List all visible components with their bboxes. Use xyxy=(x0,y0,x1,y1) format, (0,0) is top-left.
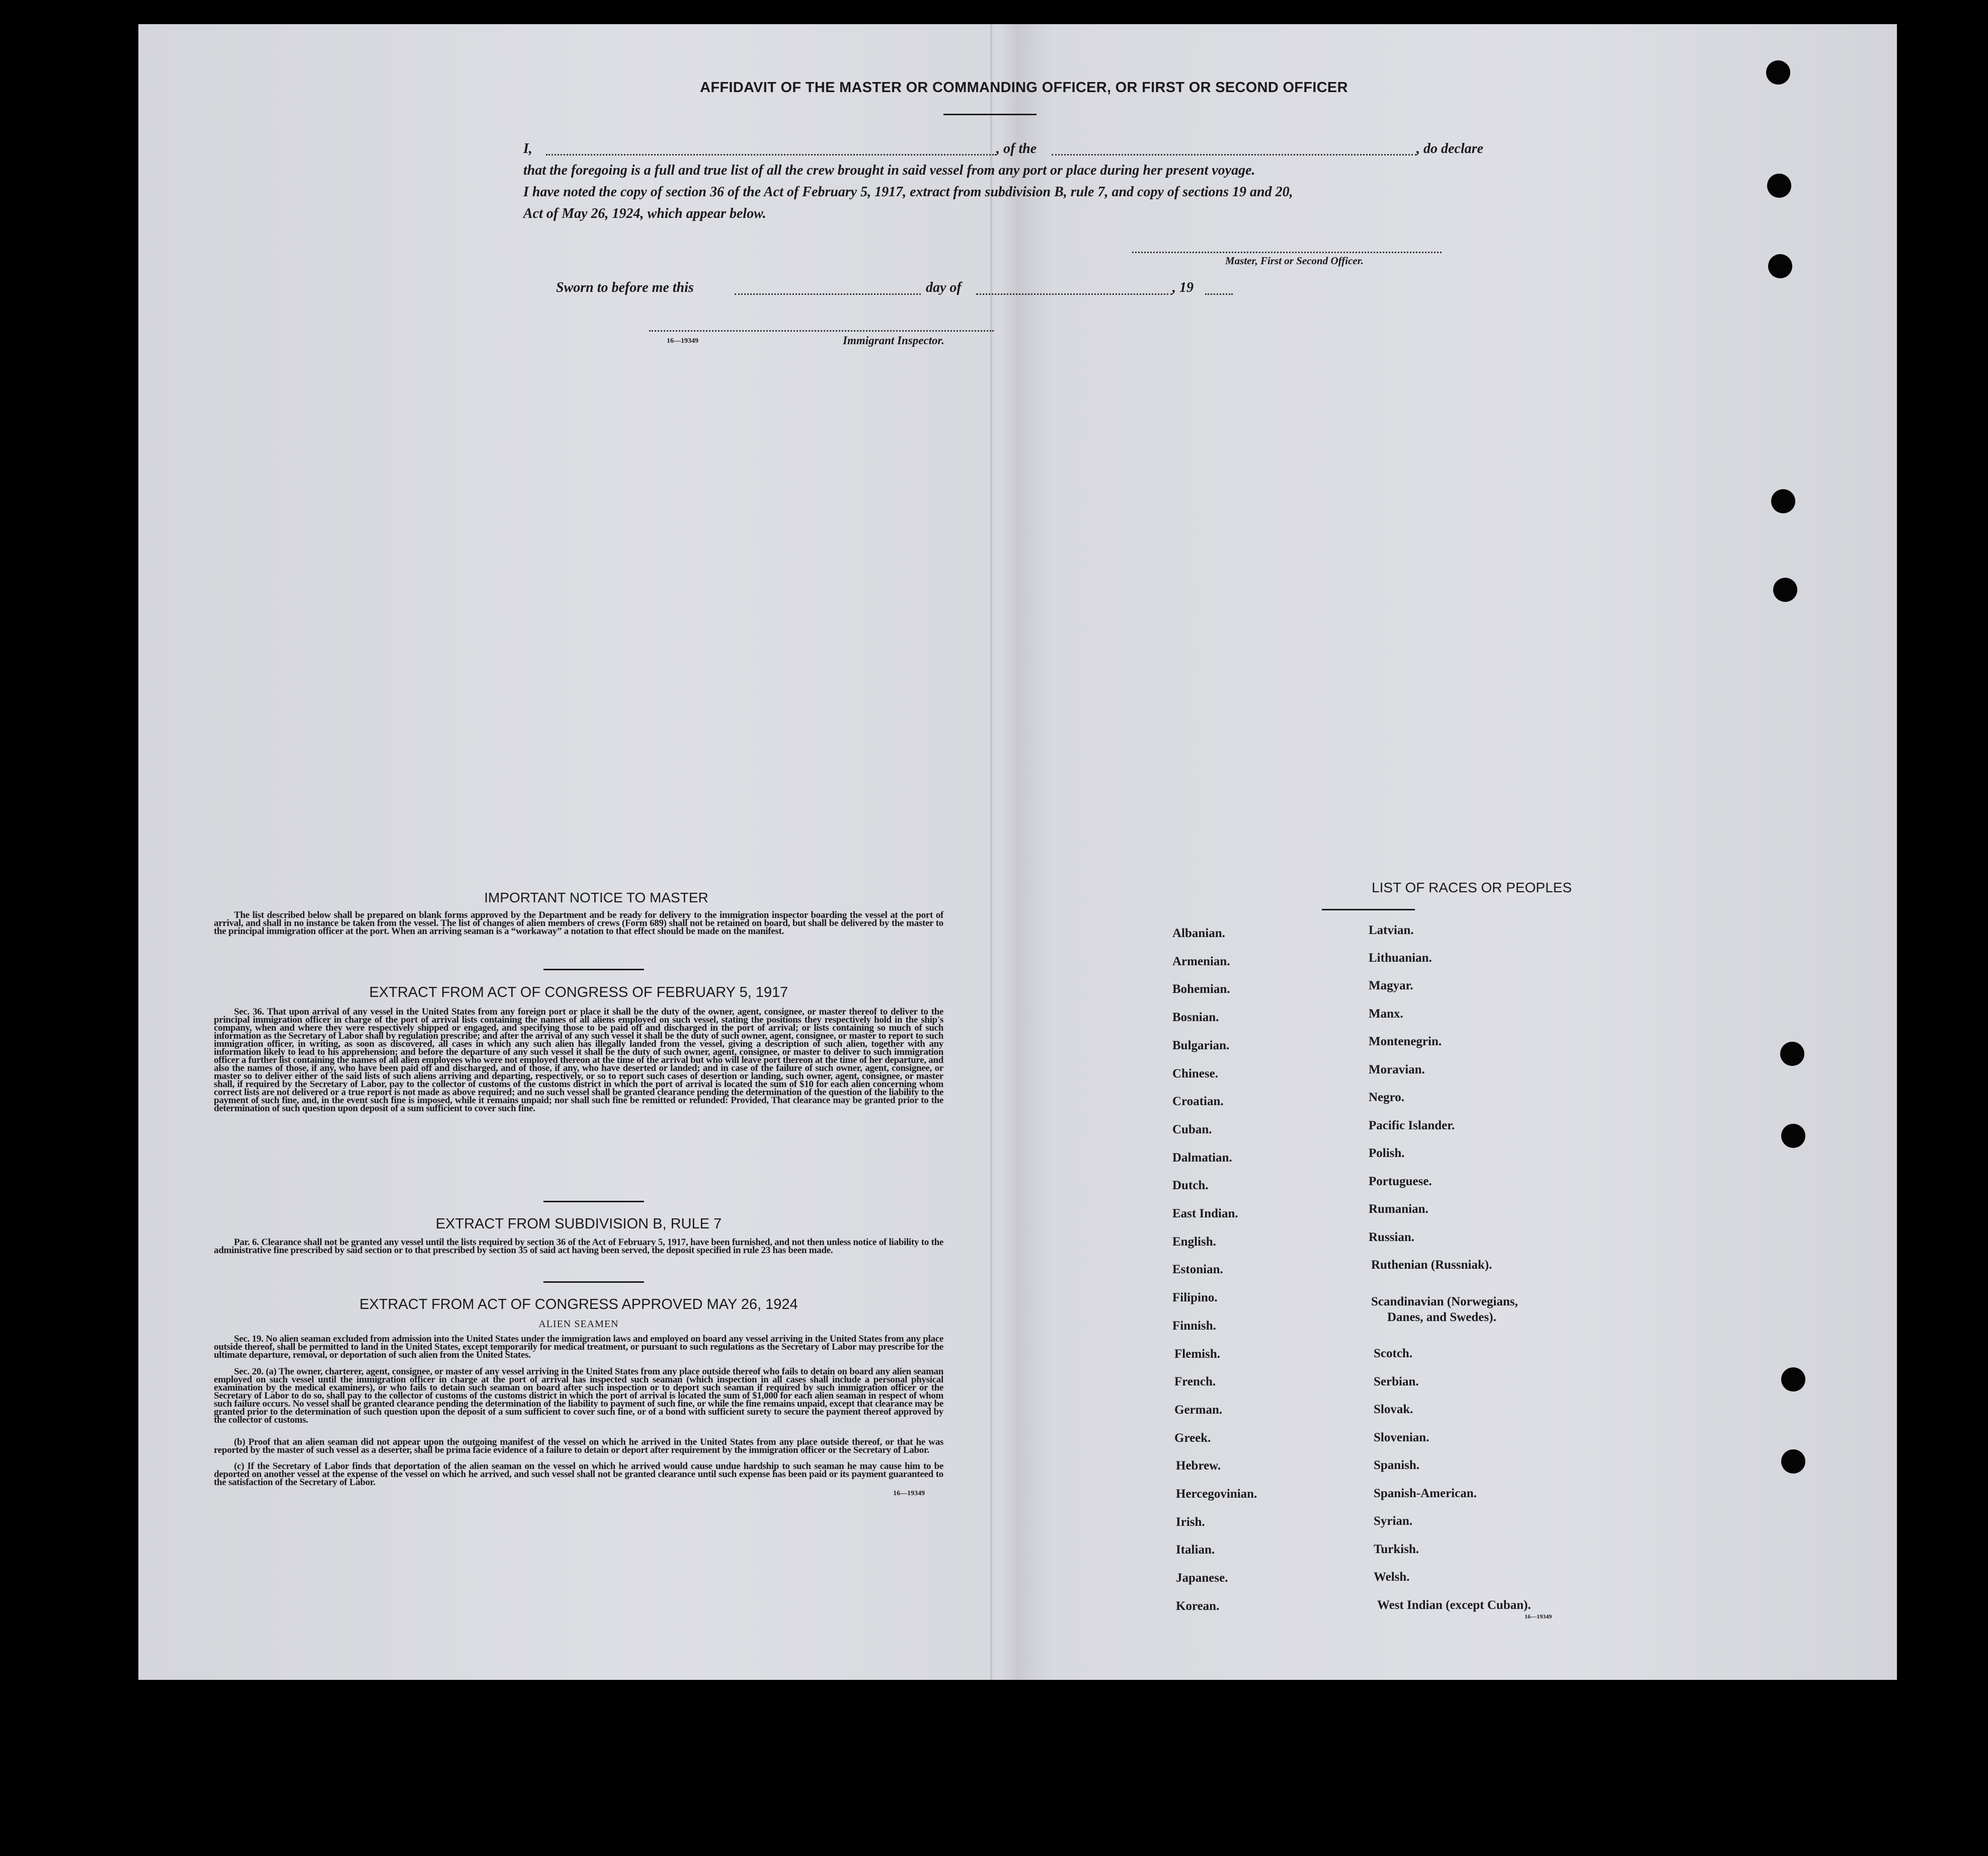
race-item-left: Hercegovinian. xyxy=(1176,1487,1257,1501)
affidavit-form-number: 16—19349 xyxy=(667,337,698,345)
year-blank[interactable] xyxy=(1205,293,1233,295)
vessel-blank[interactable] xyxy=(1052,154,1416,156)
binder-hole xyxy=(1781,1367,1805,1391)
race-item-right: West Indian (except Cuban). xyxy=(1377,1598,1531,1612)
subdivision-text: Par. 6. Clearance shall not be granted any vessel until the lists required by section 36 of the Act of February 5, 1917, have been furnished, and not then unless notice of liability to the administrative fine prescribed by said section or to that prescribed by section 35 of said act having been served, the deposit specified in rule 23 has been made. xyxy=(214,1237,943,1256)
race-item-left: East Indian. xyxy=(1172,1207,1238,1220)
race-item-left: Korean. xyxy=(1176,1599,1220,1613)
inspector-label: Immigrant Inspector. xyxy=(843,334,944,347)
race-item-right: Manx. xyxy=(1369,1007,1403,1021)
races-title-underline xyxy=(1322,909,1415,910)
sworn-label: Sworn to before me this xyxy=(556,280,694,295)
subdivision-title: EXTRACT FROM SUBDIVISION B, RULE 7 xyxy=(435,1216,722,1232)
inspector-blank[interactable] xyxy=(649,330,994,332)
of-the-label: , of the xyxy=(996,141,1037,157)
extract-1924-form-number: 16—19349 xyxy=(893,1490,925,1497)
binder-hole xyxy=(1781,1124,1805,1148)
race-item-left: Finnish. xyxy=(1172,1319,1216,1333)
signature-label: Master, First or Second Officer. xyxy=(1225,255,1364,267)
race-item-left: Estonian. xyxy=(1172,1263,1223,1276)
subdivision-divider xyxy=(543,1281,644,1283)
race-item-left: Albanian. xyxy=(1172,926,1225,940)
binder-hole xyxy=(1766,60,1790,85)
affidavit-title: AFFIDAVIT OF THE MASTER OR COMMANDING OFFICER, OR FIRST OR SECOND OFFICER xyxy=(700,80,1348,96)
race-item-left: Armenian. xyxy=(1172,955,1230,968)
race-item-right: Pacific Islander. xyxy=(1369,1119,1455,1132)
race-item-left: Italian. xyxy=(1176,1543,1215,1557)
alien-seamen-subtitle: ALIEN SEAMEN xyxy=(538,1319,619,1330)
race-item-right: Serbian. xyxy=(1374,1375,1419,1388)
notice-title: IMPORTANT NOTICE TO MASTER xyxy=(484,890,708,905)
race-item-right: Lithuanian. xyxy=(1369,951,1432,965)
race-item-left: Croatian. xyxy=(1172,1095,1224,1108)
document-page xyxy=(138,24,1897,1680)
sec-20c-text: (c) If the Secretary of Labor finds that deportation of the alien seaman on the vessel on which he arrived would cause undue hardship to such seaman he may cause him to be deported on another vessel at the expense of the vessel on which he arrived, and such vessel shall not be granted clearance until such expense has been paid or its payment guaranteed to the satisfaction of the Secretary of Labor. xyxy=(214,1461,943,1488)
race-item-left: Japanese. xyxy=(1176,1571,1228,1585)
race-item-left: Filipino. xyxy=(1172,1291,1218,1304)
sec-19-text: Sec. 19. No alien seaman excluded from admission into the United States under the immigration laws and employed on board any vessel arriving in the United States from any place outside thereof, shall be permitted to land in the United States, except temporarily for medical treatment, or pursuant to such regulations as the Secretary of Labor may prescribe for the ultimate departure, removal, or deportation of such alien from the United States. xyxy=(214,1334,943,1360)
race-item-right: Syrian. xyxy=(1374,1514,1413,1528)
race-item-right: Scotch. xyxy=(1374,1347,1413,1360)
binder-hole xyxy=(1771,489,1795,513)
affidavit-line-1: that the foregoing is a full and true list of all the crew brought in said vessel from any port or place during her present voyage. xyxy=(523,163,1255,178)
binder-hole xyxy=(1780,1042,1804,1066)
month-blank[interactable] xyxy=(976,293,1172,295)
race-item-right: Spanish. xyxy=(1374,1458,1420,1472)
race-item-left: Hebrew. xyxy=(1176,1459,1221,1473)
race-item-left: Bosnian. xyxy=(1172,1011,1219,1024)
extract-1924-title: EXTRACT FROM ACT OF CONGRESS APPROVED MAY 26, 1924 xyxy=(359,1296,798,1312)
race-item-right: Polish. xyxy=(1369,1146,1405,1160)
binder-hole xyxy=(1768,254,1792,278)
race-item-right: Slovak. xyxy=(1374,1403,1413,1416)
sec-20a-text: Sec. 20. (a) The owner, charterer, agent, consignee, or master of any vessel arriving in the United States from any place outside thereof who fails to detain on board any alien seaman employed on such vessel until the immigration officer in charge at the port of arrival has inspected such seaman (which inspection in all cases shall include a personal physical examination by the medical examiners), or who fails to detain such seaman on board after such inspection or to deport such seaman if required by such immigration officer or the Secretary of Labor to do so, shall pay to the collector of customs of the customs district in which the port of arrival is located the sum of $1,000 for each alien seaman in respect of whom such failure occurs. No vessel shall be granted clearance pending the determination of the liability to payment of such fine, or while the fine remains unpaid, except that clearance may be granted prior to the determination of such question upon the deposit of a sum sufficient to cover such fine, or of a bond with sufficient surety to secure the payment thereof approved by the collector of customs. xyxy=(214,1366,943,1425)
race-item-right: Latvian. xyxy=(1369,923,1414,937)
extract-1917-divider xyxy=(543,1201,644,1202)
race-item-right: Danes, and Swedes). xyxy=(1387,1310,1496,1324)
race-item-right: Moravian. xyxy=(1369,1063,1425,1076)
race-item-left: French. xyxy=(1174,1375,1216,1388)
title-underline xyxy=(943,114,1037,115)
race-item-right: Spanish-American. xyxy=(1374,1487,1477,1500)
affidavit-i-label: I, xyxy=(523,141,532,157)
race-item-left: Dutch. xyxy=(1172,1179,1209,1192)
race-item-right: Negro. xyxy=(1369,1091,1405,1104)
sec-20b-text: (b) Proof that an alien seaman did not appear upon the outgoing manifest of the vessel on which he arrived in the United States from any place outside thereof, or that he was reported by the master of such vessel as a deserter, shall be prima facie evidence of a failure to detain or deport after requirement by the immigration officer or the Secretary of Labor. xyxy=(214,1437,943,1455)
race-item-right: Slovenian. xyxy=(1374,1431,1429,1444)
race-item-right: Russian. xyxy=(1369,1230,1415,1244)
race-item-left: Flemish. xyxy=(1174,1347,1220,1361)
race-item-left: German. xyxy=(1174,1403,1223,1417)
sworn-day-blank[interactable] xyxy=(735,293,921,295)
do-declare-label: , do declare xyxy=(1416,141,1483,157)
race-item-left: Greek. xyxy=(1174,1431,1211,1445)
race-item-right: Portuguese. xyxy=(1369,1175,1432,1188)
notice-text: The list described below shall be prepared on blank forms approved by the Department and be ready for delivery to the immigration inspector boarding the vessel at the port of arrival, and shall in no instance be taken from the vessel. The list of changes of alien members of crews (Form 689) shall not be retained on board, but shall be delivered by the master to the principal immigration officer at the port. When an arriving seaman is a “workaway” a notation to that effect should be made on the manifest. xyxy=(214,910,943,937)
extract-1917-title: EXTRACT FROM ACT OF CONGRESS OF FEBRUARY 5, 1917 xyxy=(369,984,788,1000)
day-of-label: day of xyxy=(926,280,962,295)
race-item-right: Welsh. xyxy=(1374,1570,1410,1584)
race-item-right: Montenegrin. xyxy=(1369,1035,1442,1048)
affidavit-line-3: Act of May 26, 1924, which appear below. xyxy=(523,206,766,221)
affidavit-line-2: I have noted the copy of section 36 of the Act of February 5, 1917, extract from subdivision B, rule 7, and copy of sections 19 and 20, xyxy=(523,184,1293,200)
race-item-left: Cuban. xyxy=(1172,1123,1212,1136)
race-item-left: Dalmatian. xyxy=(1172,1151,1232,1165)
race-item-left: Chinese. xyxy=(1172,1067,1218,1080)
race-item-left: Bulgarian. xyxy=(1172,1039,1230,1052)
race-item-left: Bohemian. xyxy=(1172,982,1230,996)
races-form-number: 16—19349 xyxy=(1525,1613,1552,1620)
races-title: LIST OF RACES OR PEOPLES xyxy=(1372,880,1572,895)
race-item-left: English. xyxy=(1172,1235,1216,1249)
race-item-right: Scandinavian (Norwegians, xyxy=(1371,1295,1518,1308)
extract-1917-text: Sec. 36. That upon arrival of any vessel in the United States from any foreign port or place it shall be the duty of the owner, agent, consignee, or master thereof to deliver to the principal immigration officer in charge of the port of arrival lists containing the names of all aliens employed on such vessel, stating the positions they respectively hold in the ship's company, when and where they were respectively shipped or engaged, and specifying those to be paid off and discharged in the port of arrival; or lists containing so much of such information as the Secretary of Labor shall by regulation prescribe; and after the arrival of any such vessel it shall be the duty of such owner, agent, consignee, or master to report to such immigration officer, in writing, as soon as discovered, all cases in which any such alien has illegally landed from the vessel, giving a description of such alien, together with any information likely to lead to his apprehension; and before the departure of any such vessel it shall be the duty of such owner, agent, consignee, or master to deliver to such immigration officer a further list containing the names of all alien employees who were not employed thereon at the time of the arrival but who will leave port thereon at the time of her departure, and also the names of those, if any, who have been paid off and discharged, and of those, if any, who have deserted or landed; and in case of the failure of such owner, agent, consignee, or master so to deliver either of the said lists of such aliens arriving and departing, respectively, or so to report such cases of desertion or landing, such owner, agent, consignee, or master shall, if required by the Secretary of Labor, pay to the collector of customs of the customs district in which the port of arrival is located the sum of $10 for each alien concerning whom correct lists are not delivered or a true report is not made as above required; and no such vessel shall be granted clearance pending the determination of the question of the liability to the payment of such fine, and, in the event such fine is imposed, while it remains unpaid; nor shall such fine be remitted or refunded: Provided, That clearance may be granted prior to the determination of such question upon deposit of a sum sufficient to cover such fine. xyxy=(214,1007,943,1114)
race-item-right: Ruthenian (Russniak). xyxy=(1371,1258,1492,1272)
year-label: , 19 xyxy=(1172,280,1194,295)
notice-divider xyxy=(543,969,644,970)
binder-hole xyxy=(1767,174,1791,198)
race-item-right: Rumanian. xyxy=(1369,1202,1428,1216)
binder-hole xyxy=(1773,578,1797,602)
race-item-right: Magyar. xyxy=(1369,979,1413,992)
race-item-right: Turkish. xyxy=(1374,1542,1419,1556)
page-fold xyxy=(990,24,992,1680)
race-item-left: Irish. xyxy=(1176,1515,1205,1529)
name-blank[interactable] xyxy=(546,154,996,156)
signature-blank[interactable] xyxy=(1132,252,1442,253)
binder-hole xyxy=(1781,1449,1805,1474)
